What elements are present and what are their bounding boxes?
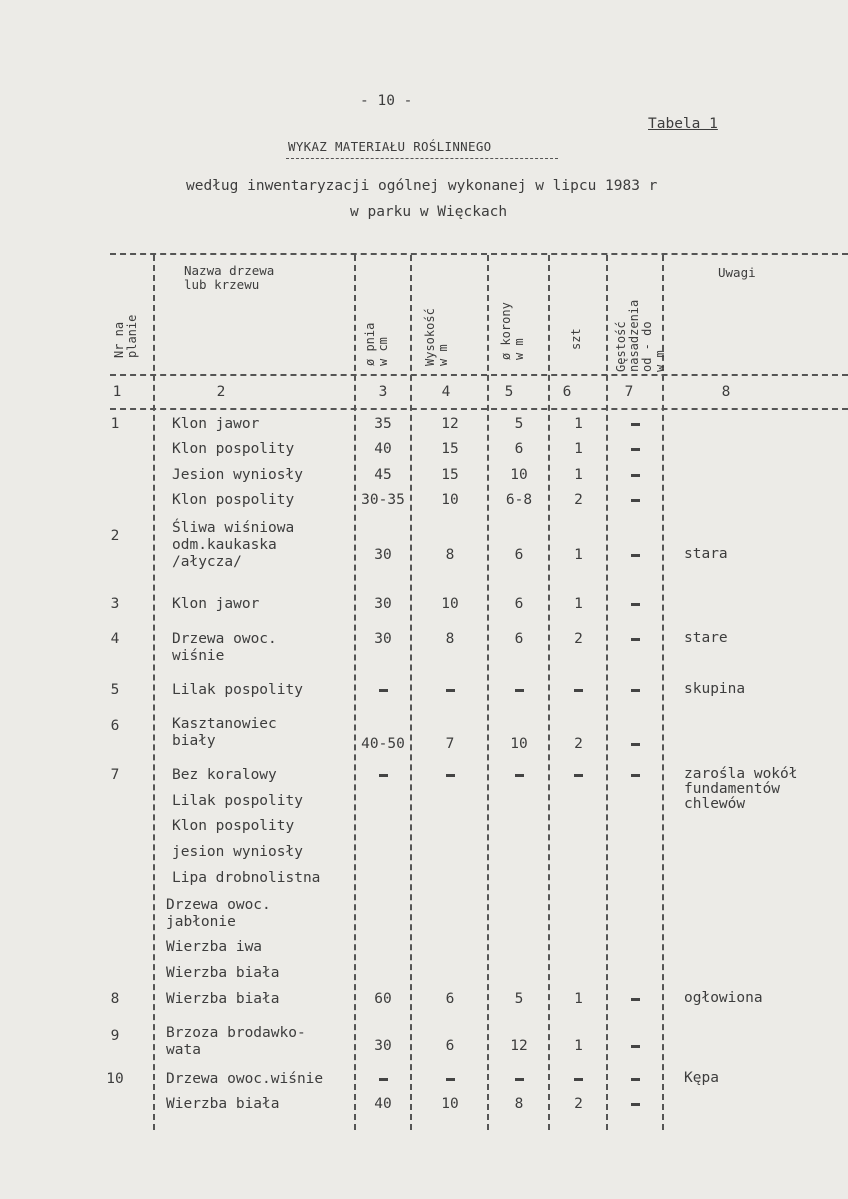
plant-name-line: Wierzba iwa: [166, 939, 263, 955]
column-number-rule: [110, 408, 848, 410]
column-number: 2: [216, 384, 226, 400]
cell-height: [413, 1071, 487, 1088]
cell-count: 2: [574, 736, 583, 752]
notes-line: Kępa: [684, 1070, 719, 1086]
plant-name: [172, 596, 259, 613]
plant-name: [166, 1025, 306, 1059]
column-number: 8: [721, 384, 731, 400]
cell-height: 10: [441, 492, 459, 508]
cell-trunk: [357, 767, 409, 784]
cell-trunk: 35: [374, 416, 392, 432]
column-number: 3: [378, 384, 388, 400]
notes-line: stare: [684, 630, 728, 646]
cell-density: [609, 736, 662, 753]
header-notes: Uwagi: [718, 265, 756, 280]
header-nr: Nr na planie: [112, 314, 139, 358]
cell-crown: 6: [514, 547, 524, 563]
cell-crown: 6: [514, 631, 524, 647]
dash-mark: [515, 1078, 524, 1081]
cell-count: 1: [574, 467, 583, 483]
dash-mark: [515, 689, 524, 692]
plant-name-line: Drzewa owoc.: [166, 897, 271, 913]
cell-trunk: 40: [374, 441, 392, 457]
cell-trunk: 40: [374, 1096, 392, 1112]
cell-height: 10: [441, 1096, 459, 1112]
table-top-rule: [110, 253, 848, 255]
plant-name-line: Klon pospolity: [172, 818, 295, 834]
cell-height: 8: [445, 547, 455, 563]
row-number: 1: [110, 416, 120, 432]
row-notes: [684, 682, 745, 697]
plant-name: [172, 818, 294, 835]
dash-mark: [379, 1078, 388, 1081]
header-height: Wysokość w m: [423, 308, 450, 366]
cell-crown: 5: [514, 991, 524, 1007]
plant-name-line: jabłonie: [166, 914, 236, 930]
page-title: WYKAZ MATERIAŁU ROŚLINNEGO: [288, 139, 492, 154]
column-divider: [153, 255, 155, 1130]
cell-density: [609, 416, 662, 433]
dash-mark: [631, 423, 640, 426]
cell-density: [609, 1096, 662, 1113]
dash-mark: [631, 554, 640, 557]
cell-count: 2: [574, 1096, 583, 1112]
row-number: 6: [110, 718, 120, 734]
dash-mark: [515, 774, 524, 777]
dash-mark: [631, 603, 640, 606]
plant-name-line: Lilak pospolity: [172, 682, 303, 698]
column-divider: [662, 255, 664, 1130]
plant-name-line: Wierzba biała: [166, 991, 280, 1007]
dash-mark: [446, 1078, 455, 1081]
cell-density: [609, 596, 662, 613]
header-rule: [110, 374, 848, 376]
dash-mark: [574, 689, 583, 692]
notes-line: fundamentów: [684, 781, 781, 797]
cell-trunk: [357, 1071, 409, 1088]
cell-height: 15: [441, 441, 459, 457]
cell-count: 1: [574, 596, 583, 612]
column-divider: [487, 255, 489, 1130]
column-number: 1: [112, 384, 122, 400]
plant-name: [172, 467, 303, 484]
row-number: 3: [110, 596, 120, 612]
row-notes: [684, 1071, 719, 1086]
notes-line: zarośla wokół: [684, 766, 798, 782]
dash-mark: [631, 998, 640, 1001]
header-trunk: ø pnia w cm: [363, 322, 390, 366]
plant-name-line: Brzoza brodawko-: [166, 1025, 306, 1041]
notes-line: skupina: [684, 681, 746, 697]
cell-density: [609, 767, 662, 784]
row-number: 10: [106, 1071, 124, 1087]
plant-name: [172, 520, 294, 571]
cell-trunk: 30: [374, 1038, 392, 1054]
plant-name: [172, 716, 277, 750]
cell-trunk: 30: [374, 631, 392, 647]
cell-trunk: 60: [374, 991, 392, 1007]
plant-name: [166, 1071, 323, 1088]
cell-density: [609, 1038, 662, 1055]
plant-name: [166, 939, 262, 956]
row-notes: [684, 631, 728, 646]
cell-crown: 6: [514, 441, 524, 457]
column-divider: [354, 255, 356, 1130]
row-number: 7: [110, 767, 120, 783]
cell-density: [609, 492, 662, 509]
cell-height: [413, 767, 487, 784]
plant-name-line: Drzewa owoc.: [172, 631, 277, 647]
cell-density: [609, 682, 662, 699]
cell-density: [609, 631, 662, 648]
plant-name-line: Klon pospolity: [172, 492, 295, 508]
plant-name-line: Drzewa owoc.wiśnie: [166, 1071, 324, 1087]
plant-name: [166, 991, 280, 1008]
dash-mark: [631, 774, 640, 777]
cell-count: 1: [574, 441, 583, 457]
dash-mark: [631, 743, 640, 746]
plant-name: [172, 767, 277, 784]
plant-name: [172, 844, 303, 861]
cell-height: 8: [445, 631, 455, 647]
plant-name-line: Bez koralowy: [172, 767, 277, 783]
cell-crown: [490, 682, 548, 699]
cell-count: 2: [574, 492, 583, 508]
cell-trunk: 30: [374, 547, 392, 563]
plant-name-line: Jesion wyniosły: [172, 467, 303, 483]
cell-height: 10: [441, 596, 459, 612]
column-divider: [606, 255, 608, 1130]
dash-mark: [574, 774, 583, 777]
row-number: 5: [110, 682, 120, 698]
cell-count: 1: [574, 416, 583, 432]
dash-mark: [631, 1045, 640, 1048]
header-name: Nazwa drzewa lub krzewu: [184, 263, 275, 292]
cell-crown: 6: [514, 596, 524, 612]
cell-height: 6: [445, 991, 455, 1007]
cell-density: [609, 467, 662, 484]
cell-count: [551, 682, 606, 699]
plant-name-line: Śliwa wiśniowa: [172, 520, 295, 536]
cell-trunk: 30-35: [361, 492, 405, 508]
cell-height: [413, 682, 487, 699]
cell-count: 1: [574, 547, 583, 563]
column-number: 7: [624, 384, 634, 400]
row-number: 2: [110, 528, 120, 544]
dash-mark: [631, 638, 640, 641]
plant-name: [172, 682, 303, 699]
cell-crown: 12: [510, 1038, 528, 1054]
column-divider: [548, 255, 550, 1130]
dash-mark: [446, 689, 455, 692]
header-crown: ø korony w m: [499, 302, 526, 360]
row-number: 4: [110, 631, 120, 647]
plant-name-line: jesion wyniosły: [172, 844, 303, 860]
column-number: 5: [504, 384, 514, 400]
dash-mark: [574, 1078, 583, 1081]
cell-crown: [490, 767, 548, 784]
dash-mark: [379, 774, 388, 777]
cell-crown: 5: [514, 416, 524, 432]
plant-name: [172, 631, 277, 665]
cell-density: [609, 547, 662, 564]
plant-name-line: Lipa drobnolistna: [172, 870, 321, 886]
plant-name-line: /ałycza/: [172, 554, 242, 570]
table-label: Tabela 1: [648, 116, 718, 132]
plant-name-line: Kasztanowiec: [172, 716, 277, 732]
column-number: 4: [441, 384, 451, 400]
column-number: 6: [562, 384, 572, 400]
plant-name-line: Lilak pospolity: [172, 793, 303, 809]
cell-trunk: 45: [374, 467, 392, 483]
plant-name: [172, 870, 320, 887]
plant-name-line: Klon jawor: [172, 596, 260, 612]
cell-crown: [490, 1071, 548, 1088]
dash-mark: [631, 499, 640, 502]
cell-height: 12: [441, 416, 459, 432]
header-count: szt: [569, 328, 583, 350]
cell-density: [609, 441, 662, 458]
plant-name: [172, 793, 303, 810]
cell-height: 15: [441, 467, 459, 483]
column-divider: [410, 255, 412, 1130]
row-number: 8: [110, 991, 120, 1007]
notes-line: ogłowiona: [684, 990, 763, 1006]
cell-crown: 8: [514, 1096, 524, 1112]
dash-mark: [631, 474, 640, 477]
cell-crown: 10: [510, 736, 528, 752]
header-density: Gęstość nasadzenia od - do w m: [614, 299, 667, 372]
plant-name: [166, 897, 271, 931]
dash-mark: [446, 774, 455, 777]
cell-count: 1: [574, 1038, 583, 1054]
cell-density: [609, 991, 662, 1008]
notes-line: chlewów: [684, 796, 746, 812]
plant-name-line: Wierzba biała: [166, 965, 280, 981]
page-number: - 10 -: [360, 93, 413, 109]
plant-name: [172, 441, 294, 458]
cell-count: 1: [574, 991, 583, 1007]
cell-height: 7: [445, 736, 455, 752]
row-notes: [684, 547, 728, 562]
plant-name-line: Wierzba biała: [166, 1096, 280, 1112]
plant-name-line: wiśnie: [172, 648, 225, 664]
dash-mark: [631, 1103, 640, 1106]
row-notes: [684, 991, 763, 1006]
dash-mark: [379, 689, 388, 692]
cell-count: 2: [574, 631, 583, 647]
dash-mark: [631, 689, 640, 692]
plant-name: [166, 1096, 280, 1113]
title-underline: [286, 158, 558, 159]
plant-name: [172, 416, 259, 433]
subtitle-line-2: w parku w Więckach: [350, 204, 508, 220]
plant-name: [172, 492, 294, 509]
cell-density: [609, 1071, 662, 1088]
row-number: 9: [110, 1028, 120, 1044]
plant-name: [166, 965, 280, 982]
plant-name-line: Klon jawor: [172, 416, 260, 432]
plant-name-line: odm.kaukaska: [172, 537, 277, 553]
cell-trunk: 40-50: [361, 736, 405, 752]
cell-crown: 6-8: [505, 492, 533, 508]
subtitle-line-1: według inwentaryzacji ogólnej wykonanej w lipcu 1983 r: [186, 178, 658, 194]
cell-height: 6: [445, 1038, 455, 1054]
plant-name-line: biały: [172, 733, 216, 749]
cell-trunk: 30: [374, 596, 392, 612]
cell-count: [551, 767, 606, 784]
cell-trunk: [357, 682, 409, 699]
cell-crown: 10: [510, 467, 528, 483]
row-notes: [684, 767, 798, 812]
plant-name-line: wata: [166, 1042, 201, 1058]
dash-mark: [631, 448, 640, 451]
notes-line: stara: [684, 546, 728, 562]
cell-count: [551, 1071, 606, 1088]
plant-name-line: Klon pospolity: [172, 441, 295, 457]
dash-mark: [631, 1078, 640, 1081]
